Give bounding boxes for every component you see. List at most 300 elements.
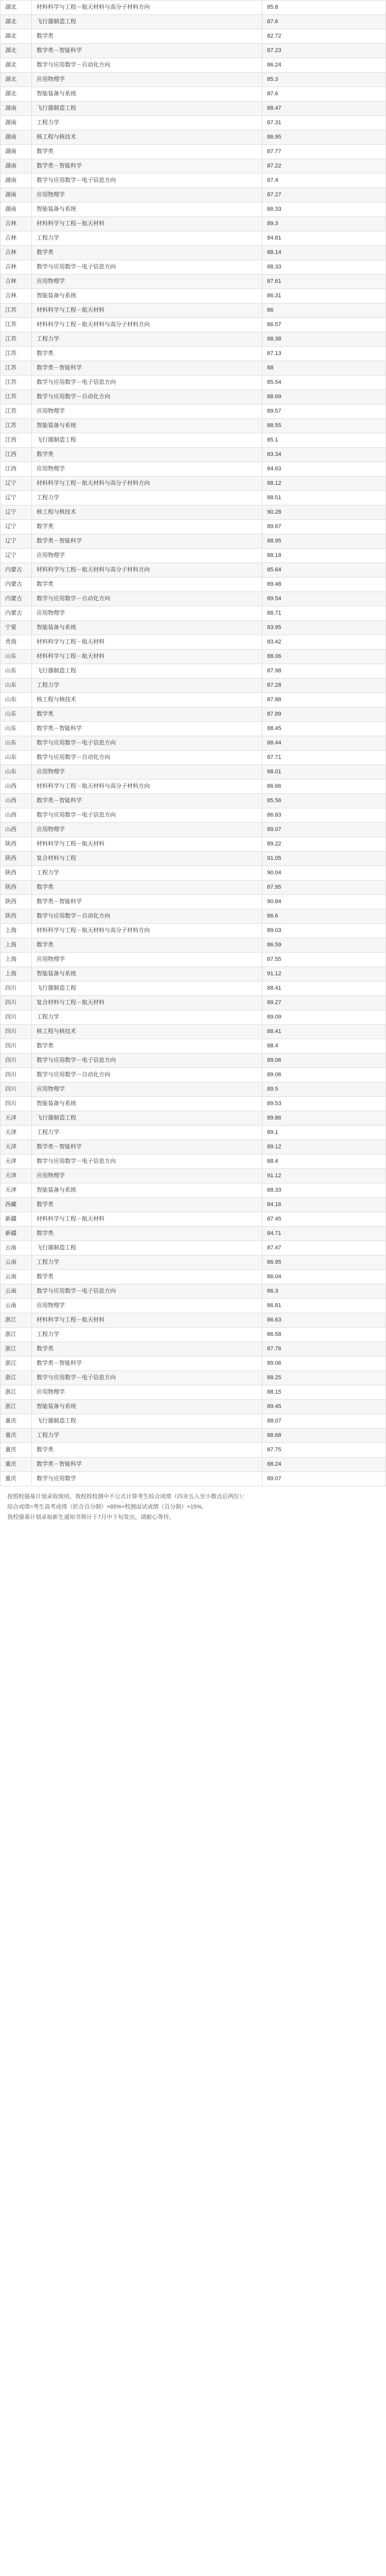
score-cell: 88.68 [262,1429,386,1443]
score-cell: 86.04 [262,1270,386,1284]
score-cell: 90.28 [262,505,386,519]
major-cell: 材料科学与工程－航天材料与高分子材料方向 [32,924,262,938]
table-row [0,318,386,332]
major-cell: 数学与应用数学－自动化方向 [32,592,262,606]
score-cell: 85.54 [262,376,386,389]
table-row [0,73,386,87]
table-row [0,779,386,794]
major-cell: 应用物理学 [32,1082,262,1096]
table-row [0,202,386,217]
major-cell: 数学类－智能科学 [32,361,262,375]
score-cell: 87.6 [262,15,386,29]
score-cell: 88.25 [262,1371,386,1385]
province-cell: 重庆 [0,1458,32,1471]
province-cell: 辽宁 [0,534,32,548]
score-cell: 87.47 [262,1241,386,1255]
major-cell: 应用物理学 [32,462,262,476]
province-cell: 江西 [0,433,32,447]
score-cell: 88.33 [262,260,386,274]
province-cell: 西藏 [0,1198,32,1212]
province-cell: 天津 [0,1169,32,1183]
table-row [0,679,386,693]
score-cell: 88.15 [262,1385,386,1399]
major-cell: 智能装备与系统 [32,621,262,635]
major-cell: 数学类－智能科学 [32,722,262,736]
province-cell: 浙江 [0,1313,32,1327]
province-cell: 四川 [0,1039,32,1053]
score-cell: 91.12 [262,1169,386,1183]
province-cell: 四川 [0,1082,32,1096]
major-cell: 数学类 [32,707,262,721]
table-row [0,174,386,188]
score-cell: 89.67 [262,520,386,534]
table-row [0,1025,386,1039]
score-cell: 89.06 [262,1357,386,1370]
major-cell: 飞行器制造工程 [32,15,262,29]
province-cell: 重庆 [0,1414,32,1428]
major-cell: 数学类 [32,1039,262,1053]
province-cell: 山东 [0,707,32,721]
province-cell: 天津 [0,1183,32,1197]
major-cell: 飞行器制造工程 [32,433,262,447]
province-cell: 新疆 [0,1227,32,1241]
score-cell: 88.47 [262,101,386,115]
table-row [0,1183,386,1198]
score-cell: 89.5 [262,1082,386,1096]
table-row [0,1270,386,1284]
table-row [0,1458,386,1472]
major-cell: 数学类 [32,1443,262,1457]
major-cell: 数学与应用数学－电子信息方向 [32,1284,262,1298]
major-cell: 应用物理学 [32,73,262,87]
score-cell: 86.83 [262,808,386,822]
major-cell: 数学类－智能科学 [32,1140,262,1154]
score-cell: 88.44 [262,736,386,750]
score-cell: 89.09 [262,1010,386,1024]
table-row [0,1198,386,1212]
score-cell: 86.81 [262,1299,386,1313]
major-cell: 应用物理学 [32,953,262,967]
score-cell: 88.14 [262,246,386,260]
major-cell: 应用物理学 [32,549,262,563]
province-cell: 上海 [0,924,32,938]
table-row [0,606,386,621]
major-cell: 数学与应用数学－自动化方向 [32,1068,262,1082]
table-row [0,1284,386,1299]
score-cell: 86.66 [262,779,386,793]
table-row [0,246,386,260]
province-cell: 吉林 [0,231,32,245]
province-cell: 云南 [0,1256,32,1269]
major-cell: 应用物理学 [32,823,262,837]
score-cell: 83.42 [262,635,386,649]
major-cell: 工程力学 [32,491,262,505]
province-cell: 吉林 [0,289,32,303]
table-row [0,621,386,635]
score-cell: 89.12 [262,1140,386,1154]
score-cell: 88.24 [262,1458,386,1471]
table-row [0,1357,386,1371]
table-row [0,852,386,866]
province-cell: 湖南 [0,202,32,216]
note-formula: 综合成绩=考生高考成绩（折合百分制）×85%+校测面试成绩（百分制）×15%。 [7,1504,207,1510]
province-cell: 云南 [0,1299,32,1313]
table-row [0,837,386,852]
table-row [0,909,386,924]
province-cell: 辽宁 [0,549,32,563]
major-cell: 数学与应用数学－电子信息方向 [32,808,262,822]
table-row [0,1155,386,1169]
score-cell: 89.3 [262,217,386,231]
province-cell: 浙江 [0,1342,32,1356]
table-row [0,1126,386,1140]
major-cell: 材料科学与工程－航天材料与高分子材料方向 [32,477,262,490]
score-cell: 89.54 [262,592,386,606]
score-cell: 87.13 [262,347,386,361]
province-cell: 湖南 [0,101,32,115]
province-cell: 四川 [0,1010,32,1024]
table-row [0,289,386,303]
table-row [0,29,386,44]
province-cell: 湖南 [0,188,32,202]
table-row [0,650,386,664]
major-cell: 数学类 [32,938,262,952]
major-cell: 核工程与核技术 [32,693,262,707]
table-row [0,563,386,578]
major-cell: 数学类 [32,448,262,462]
major-cell: 数学与应用数学 [32,1472,262,1486]
footnotes [0,1486,386,1522]
table-row [0,505,386,520]
table-row [0,808,386,823]
major-cell: 核工程与核技术 [32,505,262,519]
major-cell: 数学类－智能科学 [32,895,262,909]
score-cell: 84.63 [262,462,386,476]
province-cell: 上海 [0,967,32,981]
province-cell: 江西 [0,448,32,462]
score-cell: 87.28 [262,679,386,692]
score-cell: 90.04 [262,866,386,880]
table-row [0,1328,386,1342]
table-row [0,1414,386,1429]
score-cell: 88.41 [262,1025,386,1039]
score-cell: 88.95 [262,534,386,548]
table-row [0,1212,386,1227]
table-row [0,1299,386,1313]
major-cell: 数学类－智能科学 [32,44,262,58]
province-cell: 四川 [0,996,32,1010]
note-rule: 按照校强基计划录取规则，我校按校测中不公式计算考生综合成绩（四舍五入至小数点后两位）： [7,1494,248,1500]
table-row [0,1472,386,1486]
score-cell: 86.24 [262,58,386,72]
score-cell: 87.31 [262,116,386,130]
province-cell: 陕西 [0,866,32,880]
score-cell: 85.8 [262,1,386,14]
table-row [0,1039,386,1054]
table-row [0,1082,386,1097]
table-row [0,1371,386,1385]
province-cell: 云南 [0,1284,32,1298]
major-cell: 应用物理学 [32,275,262,289]
major-cell: 核工程与核技术 [32,130,262,144]
major-cell: 复合材料与工程 [32,852,262,866]
table-row [0,130,386,145]
table-row [0,1342,386,1357]
score-cell: 90.84 [262,895,386,909]
table-row [0,1400,386,1414]
score-cell: 89.06 [262,1054,386,1067]
major-cell: 应用物理学 [32,404,262,418]
major-cell: 智能装备与系统 [32,1400,262,1414]
province-cell: 陕西 [0,837,32,851]
major-cell: 智能装备与系统 [32,289,262,303]
major-cell: 工程力学 [32,116,262,130]
province-cell: 湖北 [0,29,32,43]
major-cell: 数学与应用数学－电子信息方向 [32,174,262,188]
table-row [0,1227,386,1241]
province-cell: 湖北 [0,1,32,14]
score-cell: 87.98 [262,664,386,678]
table-row [0,87,386,101]
province-cell: 陕西 [0,909,32,923]
score-cell: 82.72 [262,29,386,43]
province-cell: 吉林 [0,217,32,231]
province-cell: 山东 [0,751,32,765]
province-cell: 江苏 [0,419,32,433]
province-cell: 江西 [0,462,32,476]
score-cell: 87.61 [262,275,386,289]
score-cell: 89.07 [262,1472,386,1486]
score-cell: 86.31 [262,289,386,303]
province-cell: 湖南 [0,130,32,144]
province-cell: 辽宁 [0,491,32,505]
table-row [0,101,386,116]
score-cell: 89.45 [262,1400,386,1414]
major-cell: 智能装备与系统 [32,87,262,101]
province-cell: 天津 [0,1126,32,1140]
table-row [0,534,386,549]
score-cell: 86 [262,303,386,317]
province-cell: 江苏 [0,376,32,389]
major-cell: 数学与应用数学－自动化方向 [32,58,262,72]
province-cell: 上海 [0,938,32,952]
score-cell: 86.57 [262,318,386,332]
province-cell: 浙江 [0,1400,32,1414]
province-cell: 山东 [0,722,32,736]
major-cell: 数学与应用数学－电子信息方向 [32,1054,262,1067]
major-cell: 工程力学 [32,1328,262,1342]
table-row [0,765,386,779]
major-cell: 数学与应用数学－自动化方向 [32,751,262,765]
table-row [0,938,386,953]
major-cell: 工程力学 [32,679,262,692]
province-cell: 陕西 [0,880,32,894]
table-row [0,722,386,736]
major-cell: 数学类 [32,29,262,43]
table-row [0,404,386,419]
table-row [0,1054,386,1068]
table-row [0,477,386,491]
major-cell: 应用物理学 [32,1169,262,1183]
major-cell: 数学与应用数学－电子信息方向 [32,260,262,274]
table-row [0,390,386,404]
major-cell: 复合材料与工程－航天材料 [32,996,262,1010]
major-cell: 数学类 [32,145,262,159]
major-cell: 工程力学 [32,231,262,245]
table-row [0,635,386,650]
score-cell: 86.63 [262,1313,386,1327]
score-cell: 89.1 [262,1126,386,1140]
major-cell: 飞行器制造工程 [32,1414,262,1428]
province-cell: 浙江 [0,1385,32,1399]
table-row [0,260,386,275]
table-row [0,1313,386,1328]
province-cell: 湖南 [0,159,32,173]
major-cell: 数学类 [32,1270,262,1284]
table-row [0,592,386,606]
province-cell: 江苏 [0,404,32,418]
province-cell: 山东 [0,679,32,692]
province-cell: 新疆 [0,1212,32,1226]
province-cell: 天津 [0,1111,32,1125]
table-row [0,361,386,376]
province-cell: 四川 [0,1097,32,1111]
province-cell: 陕西 [0,895,32,909]
province-cell: 云南 [0,1241,32,1255]
table-row [0,880,386,895]
table-row [0,159,386,174]
score-cell: 89.06 [262,1068,386,1082]
province-cell: 湖南 [0,116,32,130]
major-cell: 数学与应用数学－电子信息方向 [32,736,262,750]
major-cell: 数学类－智能科学 [32,534,262,548]
score-cell: 89.07 [262,823,386,837]
score-cell: 88.38 [262,332,386,346]
table-row [0,275,386,289]
score-cell: 83.34 [262,448,386,462]
major-cell: 飞行器制造工程 [32,1241,262,1255]
major-cell: 材料科学与工程－航天材料 [32,837,262,851]
score-cell: 88 [262,361,386,375]
province-cell: 山西 [0,794,32,808]
score-cell: 88.71 [262,606,386,620]
major-cell: 应用物理学 [32,606,262,620]
table-row [0,188,386,202]
major-cell: 工程力学 [32,1010,262,1024]
major-cell: 数学类－智能科学 [32,1357,262,1370]
score-cell: 89.22 [262,837,386,851]
table-row [0,303,386,318]
table-row [0,448,386,462]
major-cell: 智能装备与系统 [32,419,262,433]
score-cell: 88.18 [262,549,386,563]
province-cell: 内蒙古 [0,592,32,606]
score-cell: 85.56 [262,794,386,808]
province-cell: 陕西 [0,852,32,866]
major-cell: 数学类 [32,520,262,534]
province-cell: 青海 [0,635,32,649]
score-cell: 89.27 [262,996,386,1010]
major-cell: 数学类 [32,1342,262,1356]
table-row [0,996,386,1010]
major-cell: 材料科学与工程－航天材料 [32,1212,262,1226]
score-cell: 85.3 [262,73,386,87]
major-cell: 工程力学 [32,1126,262,1140]
province-cell: 浙江 [0,1357,32,1370]
table-row [0,981,386,996]
province-cell: 山西 [0,779,32,793]
score-cell: 87.76 [262,1342,386,1356]
province-cell: 江苏 [0,318,32,332]
table-row [0,1010,386,1025]
table-row [0,433,386,448]
major-cell: 材料科学与工程－航天材料 [32,650,262,664]
province-cell: 湖南 [0,145,32,159]
table-row [0,419,386,433]
province-cell: 四川 [0,1054,32,1067]
score-cell: 86.95 [262,1256,386,1269]
table-row [0,1256,386,1270]
province-cell: 湖北 [0,87,32,101]
table-row [0,924,386,938]
major-cell: 材料科学与工程－航天材料 [32,217,262,231]
score-cell: 87.88 [262,693,386,707]
major-cell: 应用物理学 [32,188,262,202]
province-cell: 云南 [0,1270,32,1284]
score-cell: 89.03 [262,924,386,938]
score-cell: 87.55 [262,953,386,967]
table-row [0,953,386,967]
major-cell: 工程力学 [32,1429,262,1443]
major-cell: 数学类－智能科学 [32,794,262,808]
province-cell: 内蒙古 [0,578,32,591]
major-cell: 数学与应用数学－电子信息方向 [32,376,262,389]
major-cell: 应用物理学 [32,1299,262,1313]
major-cell: 核工程与核技术 [32,1025,262,1039]
table-row [0,1169,386,1183]
major-cell: 数学类 [32,246,262,260]
province-cell: 江苏 [0,332,32,346]
province-cell: 辽宁 [0,505,32,519]
province-cell: 吉林 [0,260,32,274]
province-cell: 山东 [0,765,32,779]
table-row [0,15,386,29]
province-cell: 上海 [0,953,32,967]
province-cell: 四川 [0,1068,32,1082]
table-row [0,1241,386,1256]
score-cell: 89.48 [262,578,386,591]
table-row [0,462,386,477]
score-cell: 88.69 [262,390,386,404]
major-cell: 材料科学与工程－航天材料与高分子材料方向 [32,318,262,332]
province-cell: 重庆 [0,1429,32,1443]
province-cell: 四川 [0,981,32,995]
major-cell: 数学类 [32,880,262,894]
major-cell: 数学与应用数学－电子信息方向 [32,1371,262,1385]
province-cell: 辽宁 [0,477,32,490]
province-cell: 山东 [0,664,32,678]
major-cell: 工程力学 [32,1256,262,1269]
note-notice: 我校强基计划录取新生通知书预计于7月中下旬发出，请耐心等待。 [7,1514,175,1520]
province-cell: 湖北 [0,44,32,58]
score-cell: 89.86 [262,1111,386,1125]
table-row [0,1111,386,1126]
province-cell: 湖北 [0,15,32,29]
score-cell: 88.33 [262,1183,386,1197]
major-cell: 材料科学与工程－航天材料 [32,635,262,649]
score-cell: 91.12 [262,967,386,981]
table-row [0,1068,386,1082]
